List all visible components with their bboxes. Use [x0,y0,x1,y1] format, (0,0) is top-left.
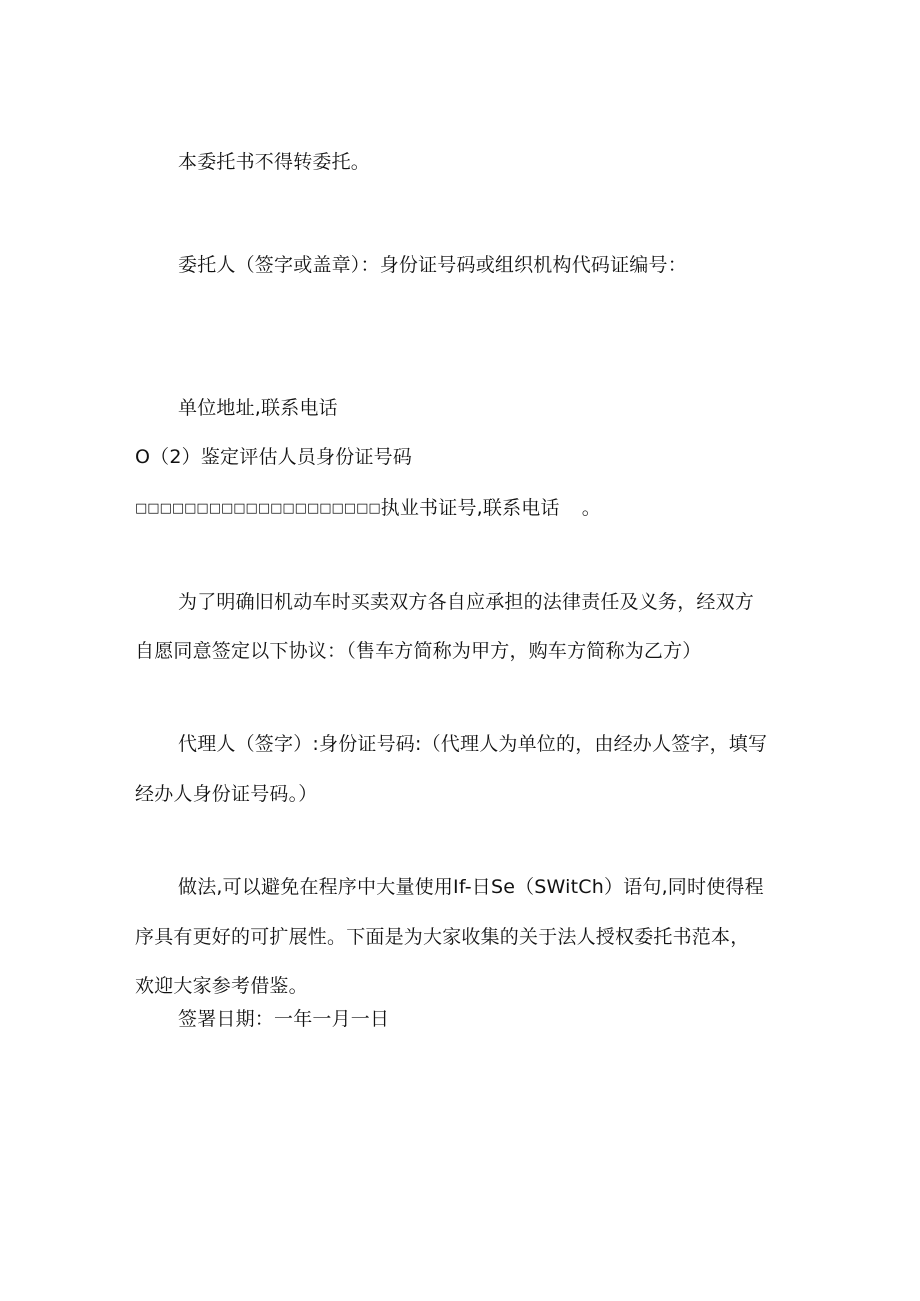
practice-certificate-label: 执业书证号,联系电话 [380,497,560,519]
signing-date-line: 签署日期：一年一月一日 [178,1008,390,1030]
closing-paragraph-line-3: 欢迎大家参考借鉴。 [135,975,308,997]
agent-signature-line-2: 经办人身份证号码。） [135,783,318,805]
agreement-intro-line-1: 为了明确旧机动车时买卖双方各自应承担的法律责任及义务，经双方 [178,591,755,613]
trailing-period: 。 [581,497,601,519]
agreement-intro-line-2: 自愿同意签定以下协议：（售车方简称为甲方，购车方简称为乙方） [135,640,702,662]
practice-certificate-line [135,496,601,521]
unit-address-phone-line: 单位地址,联系电话 [178,397,338,419]
closing-paragraph-line-1: 做法,可以避免在程序中大量使用If-日Se（SWitCh）语句,同时使得程 [178,876,764,898]
appraiser-id-line: O（2）鉴定评估人员身份证号码 [135,446,413,468]
principal-signature-line: 委托人（签字或盖章）：身份证号码或组织机构代码证编号： [178,254,687,276]
closing-paragraph-line-2: 序具有更好的可扩展性。下面是为大家收集的关于法人授权委托书范本， [135,926,750,948]
clause-no-sub-delegation: 本委托书不得转委托。 [178,151,371,173]
agent-signature-line-1: 代理人（签字）:身份证号码:（代理人为单位的，由经办人签字，填写 [178,733,768,755]
blank-placeholder-boxes: □□□□□□□□□□□□□□□□□□□□ [135,501,381,516]
